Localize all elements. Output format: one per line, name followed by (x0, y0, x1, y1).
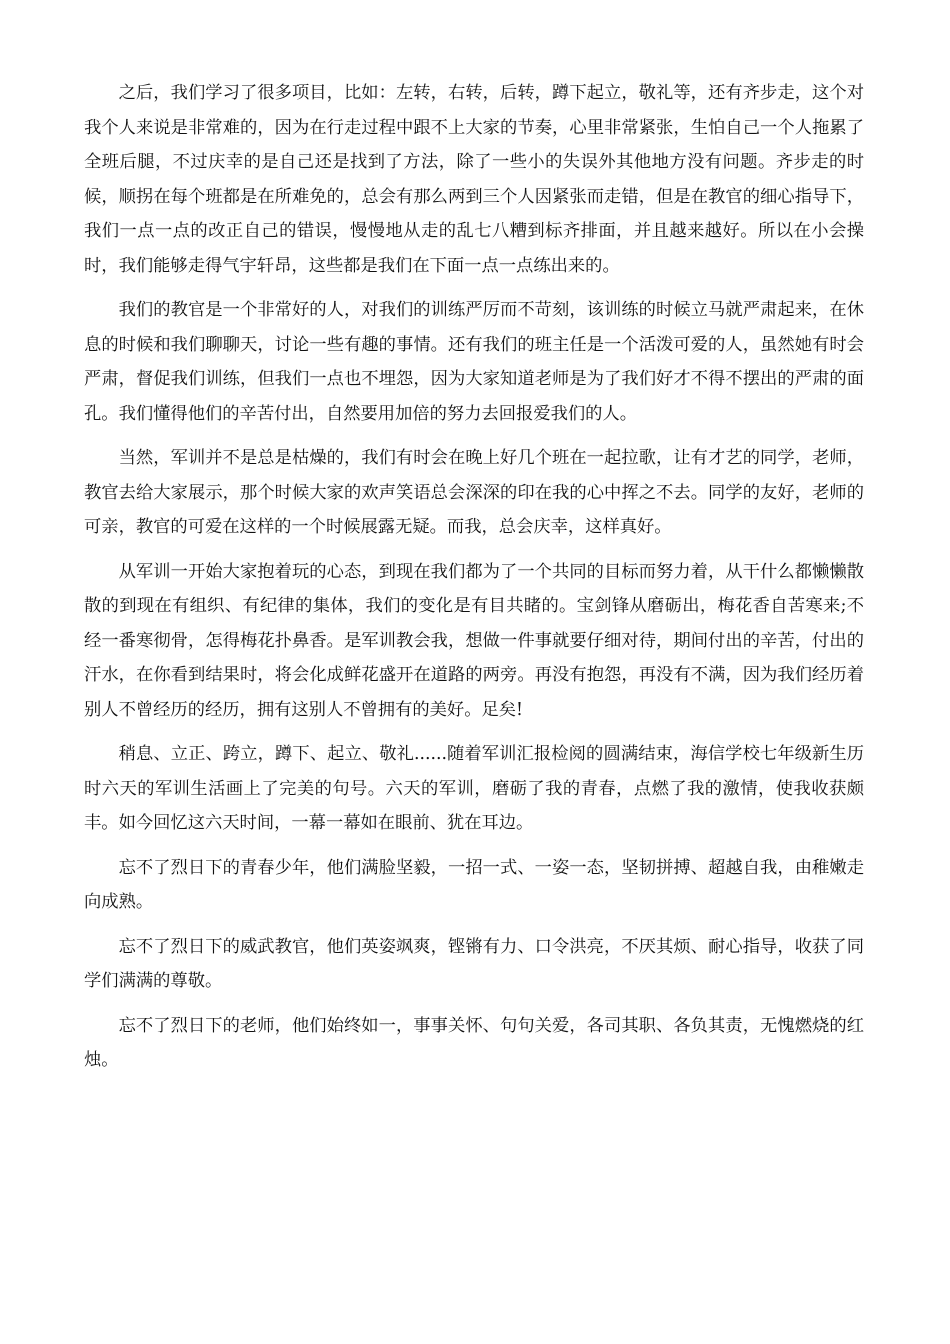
paragraph-5: 稍息、立正、跨立，蹲下、起立、敬礼......随着军训汇报检阅的圆满结束，海信学校七年级新生历时六天的军训生活画上了完美的句号。六天的军训，磨砺了我的青春，点燃了我的激情，使我收获颇丰。如今回忆这六天时间，一幕一幕如在眼前、犹在耳边。 (84, 744, 864, 833)
paragraph-8: 忘不了烈日下的老师，他们始终如一，事事关怀、句句关爱，各司其职、各负其责，无愧燃烧的红烛。 (84, 1015, 864, 1070)
paragraph-1: 之后，我们学习了很多项目，比如：左转，右转，后转，蹲下起立，敬礼等，还有齐步走，这个对我个人来说是非常难的，因为在行走过程中跟不上大家的节奏，心里非常紧张，生怕自己一个人拖累了全班后腿，不过庆幸的是自己还是找到了方法，除了一些小的失误外其他地方没有问题。齐步走的时候，顺拐在每个班都是在所难免的，总会有那么两到三个人因紧张而走错，但是在教官的细心指导下，我们一点一点的改正自己的错误，慢慢地从走的乱七八糟到标齐排面，并且越来越好。所以在小会操时，我们能够走得气宇轩昂，这些都是我们在下面一点一点练出来的。 (84, 83, 864, 276)
paragraph-2: 我们的教官是一个非常好的人，对我们的训练严厉而不苛刻，该训练的时候立马就严肃起来，在休息的时候和我们聊聊天，讨论一些有趣的事情。还有我们的班主任是一个活泼可爱的人，虽然她有时会严肃，督促我们训练，但我们一点也不埋怨，因为大家知道老师是为了我们好才不得不摆出的严肃的面孔。我们懂得他们的辛苦付出，自然要用加倍的努力去回报爱我们的人。 (84, 300, 864, 424)
document-body (84, 76, 864, 1088)
paragraph-7: 忘不了烈日下的威武教官，他们英姿飒爽，铿锵有力、口令洪亮，不厌其烦、耐心指导，收获了同学们满满的尊敬。 (84, 936, 864, 991)
paragraph-3: 当然，军训并不是总是枯燥的，我们有时会在晚上好几个班在一起拉歌，让有才艺的同学，老师，教官去给大家展示，那个时候大家的欢声笑语总会深深的印在我的心中挥之不去。同学的友好，老师的可亲，教官的可爱在这样的一个时候展露无疑。而我，总会庆幸，这样真好。 (84, 448, 864, 537)
paragraph-4: 从军训一开始大家抱着玩的心态，到现在我们都为了一个共同的目标而努力着，从干什么都懒懒散散的到现在有组织、有纪律的集体，我们的变化是有目共睹的。宝剑锋从磨砺出，梅花香自苦寒来;不经一番寒彻骨，怎得梅花扑鼻香。是军训教会我，想做一件事就要仔细对待，期间付出的辛苦，付出的汗水，在你看到结果时，将会化成鲜花盛开在道路的两旁。再没有抱怨，再没有不满，因为我们经历着别人不曾经历的经历，拥有这别人不曾拥有的美好。足矣! (84, 561, 864, 720)
paragraph-6: 忘不了烈日下的青春少年，他们满脸坚毅，一招一式、一姿一态，坚韧拼搏、超越自我，由稚嫩走向成熟。 (84, 857, 864, 912)
